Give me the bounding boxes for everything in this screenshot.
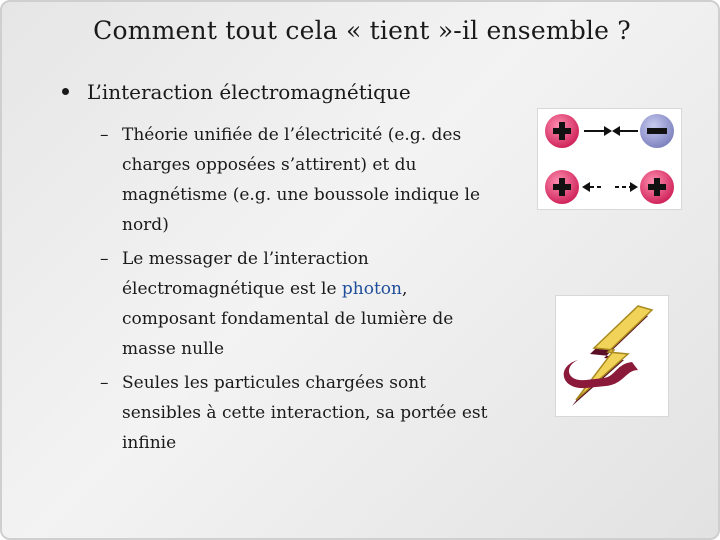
sub-bullet [100,368,500,458]
sub-bullet-dash: – [100,125,109,145]
main-bullet [62,80,411,104]
lightning-bolt-icon [556,296,668,416]
bullet-dot [62,88,69,95]
slide-title: Comment tout cela « tient »-il ensemble ? [93,16,631,45]
sub-bullet [100,120,500,240]
sub-bullet-list [100,120,500,462]
lightning-illustration [555,295,669,417]
sub-bullet [100,244,500,364]
charges-icon [538,109,681,209]
charges-illustration [537,108,682,210]
main-bullet-text: L’interaction électromagnétique [87,80,411,104]
sub-bullet-dash: – [100,249,109,269]
sub-bullet-text-after: , composant fondamental de lumière de masse nulle [122,279,454,359]
photon-highlight: photon [341,279,402,299]
sub-bullet-text: Seules les particules chargées sont sensibles à cette interaction, sa portée est infinie [122,373,488,453]
sub-bullet-text: Théorie unifiée de l’électricité (e.g. des charges opposées s’attirent) et du magnétisme (e.g. une boussole indique le nord) [122,125,481,235]
sub-bullet-text-before: Le messager de l’interaction électromagnétique est le [122,249,369,299]
sub-bullet-dash: – [100,373,109,393]
